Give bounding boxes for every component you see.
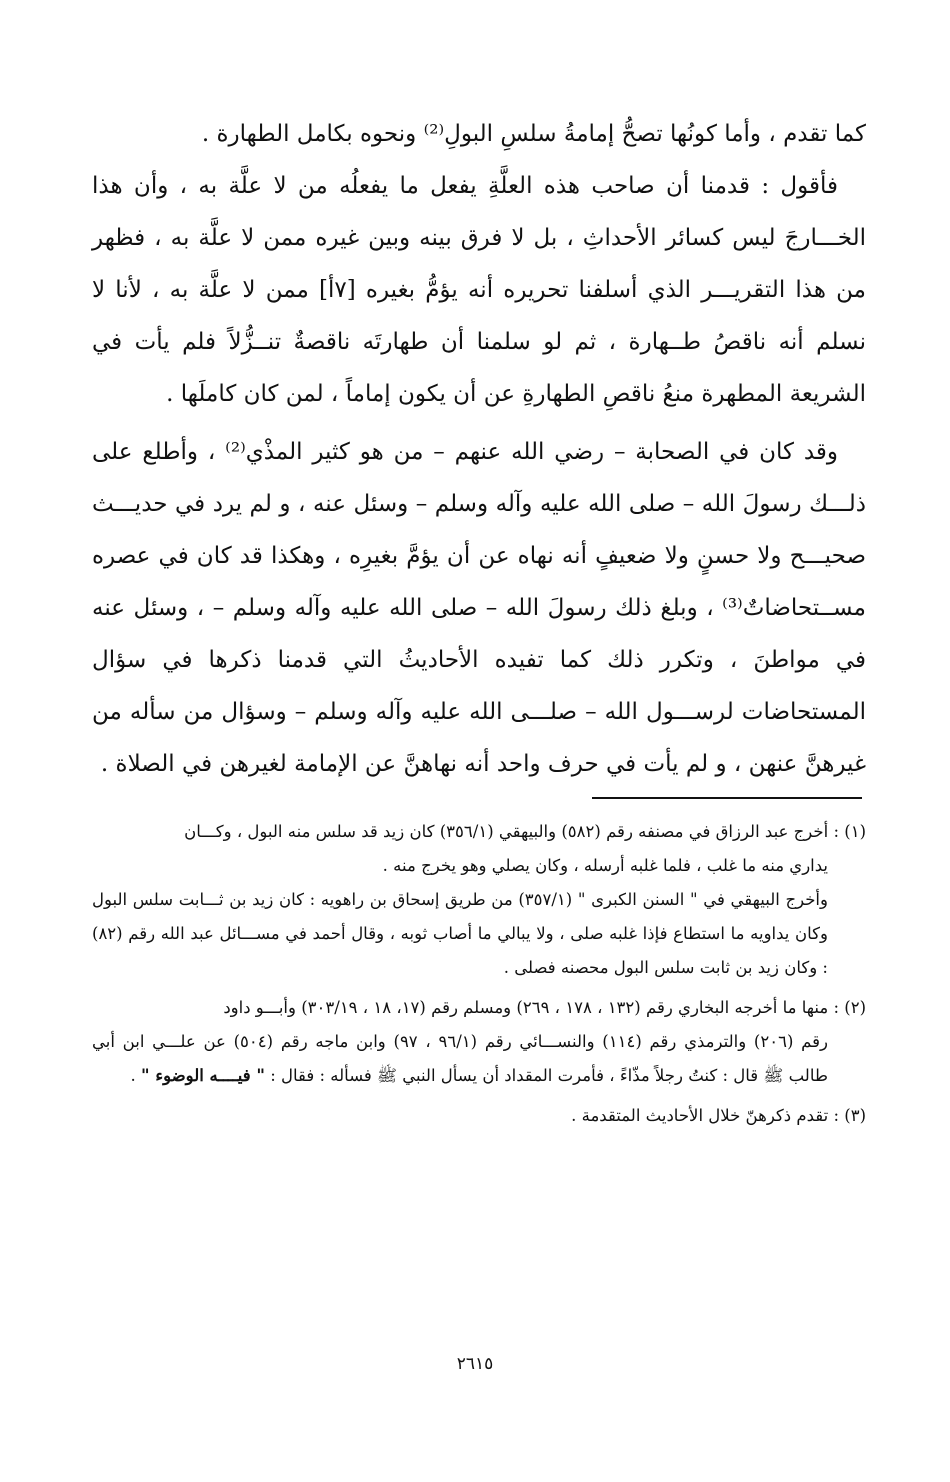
footnote-1-text: أخرج عبد الرزاق في مصنفه رقم (٥٨٢) والبيهقي (٣٥٦/١) كان زيد قد سلس منه البول ، وكـــان	[184, 822, 829, 841]
footnote-1	[92, 815, 866, 985]
footnote-1-first-line	[92, 815, 866, 849]
footnote-3-label: (٣) :	[833, 1106, 866, 1125]
footnote-3-text: تقدم ذكرهنّ خلال الأحاديث المتقدمة .	[571, 1106, 829, 1125]
footnote-2-quote: " فيــــه الوضوء "	[141, 1066, 265, 1085]
footnote-2-label: (٢) :	[833, 998, 866, 1017]
footnote-1-label: (١) :	[833, 822, 866, 841]
footnote-2-rest: رقم (٢٠٦) والترمذي رقم (١١٤) والنســـائي رقم (٩٦/١ ، ٩٧) وابن ماجه رقم (٥٠٤) عن علـــي ابن أبي طالب ﷺ قال : كنتُ رجلاً مذّاءً ، فأمرت المقداد أن يسأل النبي ﷺ فسأله : فقال :	[92, 1032, 828, 1085]
footnote-2-end: .	[130, 1066, 136, 1085]
footnote-2-continuation	[92, 1025, 866, 1093]
main-text	[92, 108, 866, 790]
footnote-2	[92, 991, 866, 1093]
footnote-1-second-paragraph: وأخرج البيهقي في " السنن الكبرى " (٣٥٧/١) من طريق إسحاق بن راهويه : كان زيد بن ثـــابت سلس البول وكان يداويه ما استطاع فإذا غلبه صلى ، ولا يبالي ما أصاب ثوبه ، وقال أحمد في مســـائل عبد الله رقم (٨٢) : وكان زيد بن ثابت سلس البول محصنه فصلى .	[92, 890, 828, 977]
footnote-divider	[592, 797, 862, 799]
footnote-3	[92, 1099, 866, 1133]
paragraph-2: فأقول : قدمنا أن صاحب هذه العلَّةِ يفعل ما يفعلُه من لا علَّة به ، وأن هذا الخـــارجَ ليس كسائر الأحداثِ ، بل لا فرق بينه وبين غيره ممن لا علَّة به ، فظهر من هذا التقريـــر الذي أسلفنا تحريره أنه يؤمُّ بغيره [٧أ] ممن لا علَّة به ، لأنا لا نسلم أنه ناقصُ طــهارة ، ثم لو سلمنا أن طهارتَه ناقصةٌ تنــزُّلاً فلم يأت في الشريعة المطهرة منعُ ناقصِ الطهارةِ عن أن يكون إماماً ، لمن كان كاملَها .	[92, 173, 866, 407]
page-number: ٢٦١٥	[456, 1354, 494, 1374]
paragraph-3: وقد كان في الصحابة – رضي الله عنهم – من هو كثير المذْي⁽²⁾ ، وأطلع على ذلـــك رسولَ الله – صلى الله عليه وآله وسلم – وسئل عنه ، و لم يرد في حديـــث صحيـــح ولا حسنٍ ولا ضعيفٍ أنه نهاه عن أن يؤمَّ بغيرِه ، وهكذا قد كان في عصره مســتحاضاتٌ⁽³⁾ ، وبلغ ذلك رسولَ الله – صلى الله عليه وآله وسلم – ، وسئل عنه في مواطنَ ، وتكرر ذلك كما تفيده الأحاديثُ التي قدمنا ذكرها في سؤال المستحاضات لرســـول الله – صلـــى الله عليه وآله وسلم – وسؤال من سأله من غيرهنَّ عنهن ، و لم يأت في حرف واحد أنه نهاهنَّ عن الإمامة لغيرهن في الصلاة .	[92, 439, 866, 777]
footnotes	[92, 815, 866, 1139]
footnote-2-first-line	[92, 991, 866, 1025]
footnote-1-second-line: يداري منه ما غلب ، فلما غلبه أرسله ، وكان يصلي وهو يخرج منه .	[382, 856, 828, 875]
paragraph-1: كما تقدم ، وأما كونُها تصحُّ إمامةُ سلسِ البولِ⁽²⁾ ونحوه بكامل الطهارة .	[201, 121, 866, 147]
footnote-3-line	[92, 1099, 866, 1133]
footnote-2-text: منها ما أخرجه البخاري رقم (١٣٢ ، ١٧٨ ، ٢٦٩) ومسلم رقم (١٧، ١٨ ، ٣٠٣/١٩) وأبـــو داود	[223, 998, 829, 1017]
